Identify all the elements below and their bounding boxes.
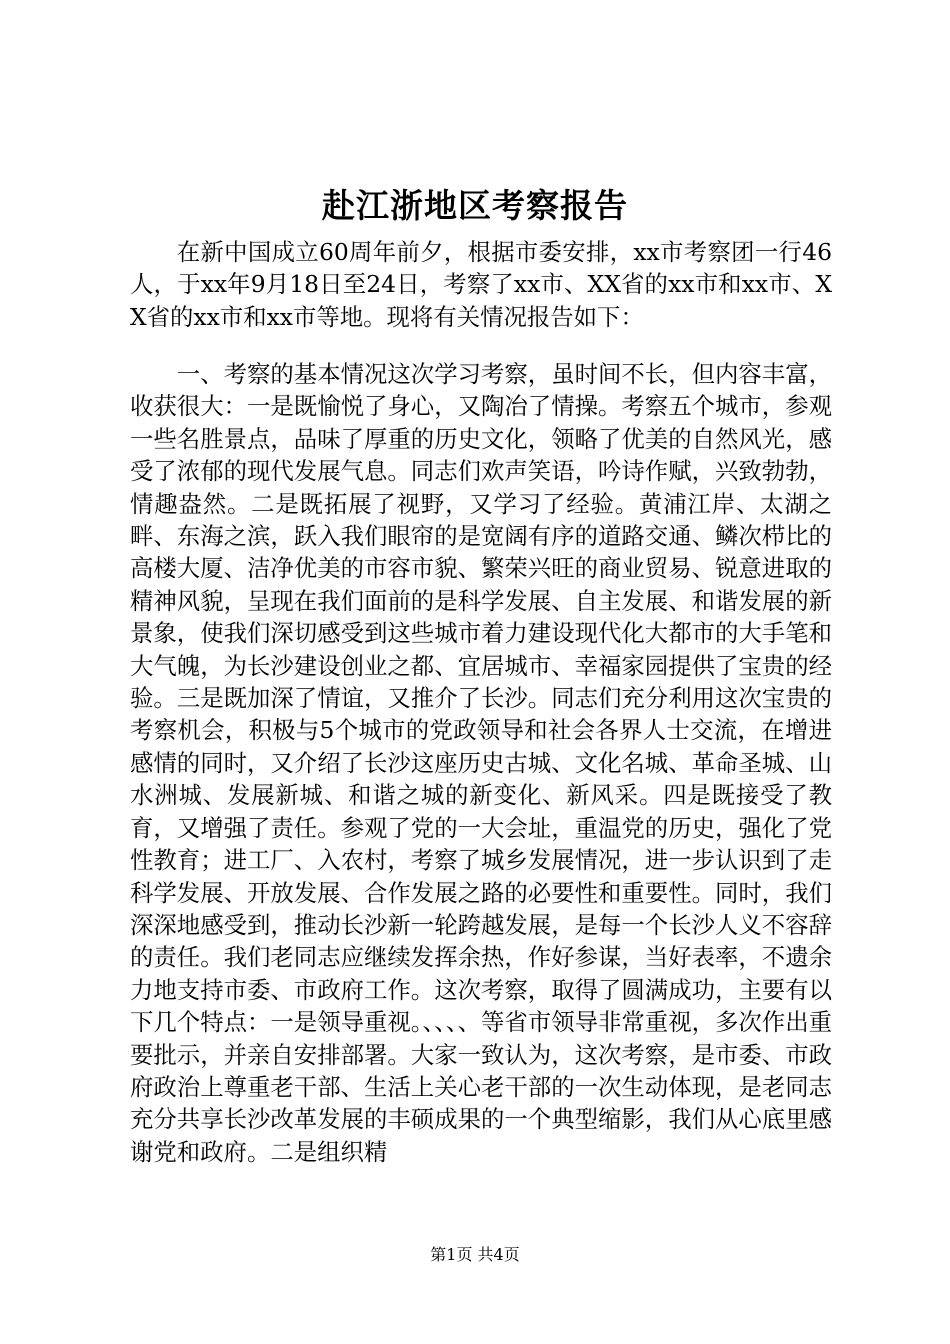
intro-paragraph: 在新中国成立60周年前夕，根据市委安排，xx市考察团一行46人，于xx年9月18日至24日，考察了xx市、XX省的xx市和xx市、XX省的xx市和xx市等地。现将有关情况报告如下： [130,238,832,331]
section-one-paragraph: 一、考察的基本情况这次学习考察，虽时间不长，但内容丰富，收获很大：一是既愉悦了身心，又陶冶了情操。考察五个城市，参观一些名胜景点，品味了厚重的历史文化，领略了优美的自然风光，感受了浓郁的现代发展气息。同志们欢声笑语，吟诗作赋，兴致勃勃，情趣盎然。二是既拓展了视野，又学习了经验。黄浦江岸、太湖之畔、东海之滨，跃入我们眼帘的是宽阔有序的道路交通、鳞次栉比的高楼大厦、洁净优美的市容市貌、繁荣兴旺的商业贸易、锐意进取的精神风貌，呈现在我们面前的是科学发展、自主发展、和谐发展的新景象，使我们深切感受到这些城市着力建设现代化大都市的大手笔和大气魄，为长沙建设创业之都、宜居城市、幸福家园提供了宝贵的经验。三是既加深了情谊，又推介了长沙。同志们充分利用这次宝贵的考察机会，积极与5个城市的党政领导和社会各界人士交流，在增进感情的同时，又介绍了长沙这座历史古城、文化名城、革命圣城、山水洲城、发展新城、和谐之城的新变化、新风采。四是既接受了教育，又增强了责任。参观了党的一大会址，重温党的历史，强化了党性教育；进工厂、入农村，考察了城乡发展情况，进一步认识到了走科学发展、开放发展、合作发展之路的必要性和重要性。同时，我们深深地感受到，推动长沙新一轮跨越发展，是每一个长沙人义不容辞的责任。我们老同志应继续发挥余热，作好参谋，当好表率，不遗余力地支持市委、市政府工作。这次考察，取得了圆满成功，主要有以下几个特点：一是领导重视。、、、、等省市领导非常重视，多次作出重要批示，并亲自安排部署。大家一致认为，这次考察，是市委、市政府政治上尊重老干部、生活上关心老干部的一次生动体现，是老同志充分共享长沙改革发展的丰硕成果的一个典型缩影，我们从心底里感谢党和政府。二是组织精 [130,360,832,1166]
page-number: 第1页 共4页 [430,1245,520,1264]
document-title: 赴江浙地区考察报告 [322,186,628,225]
